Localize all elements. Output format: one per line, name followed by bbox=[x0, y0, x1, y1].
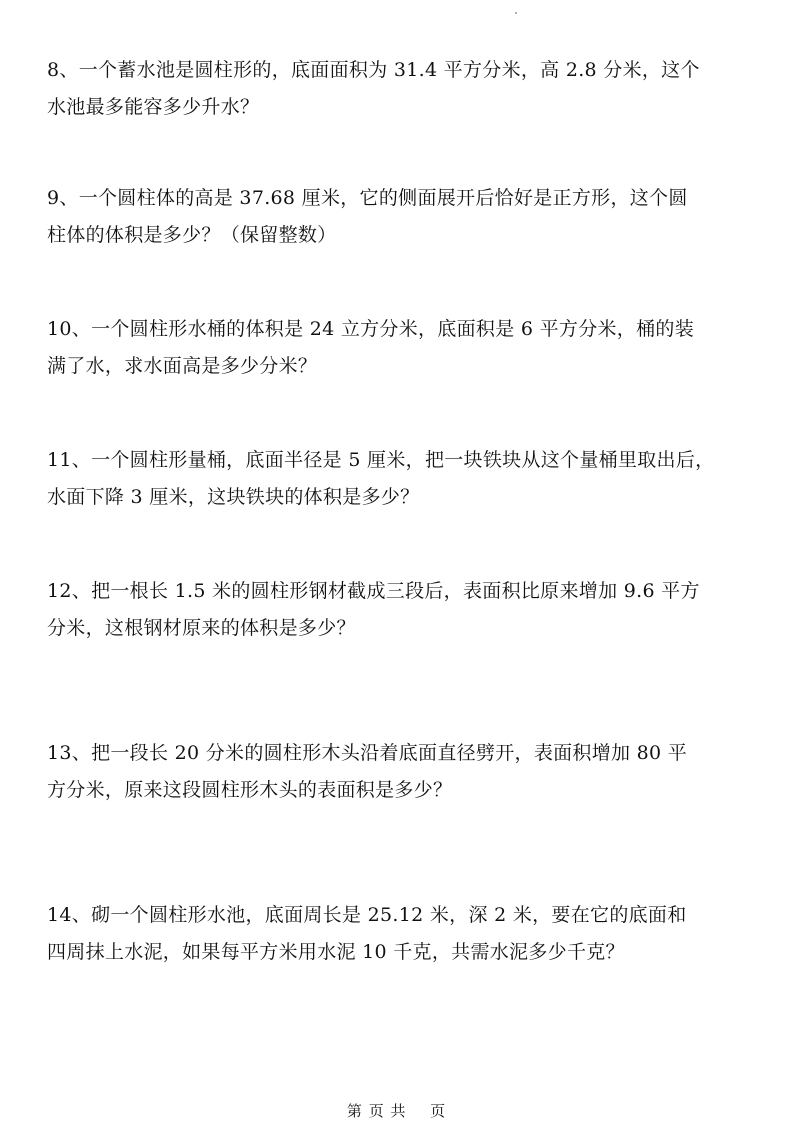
question-10 bbox=[47, 311, 752, 385]
question-14-line-1: 14、砌一个圆柱形水池，底面周长是 25.12 米，深 2 米，要在它的底面和 bbox=[47, 904, 687, 926]
page-footer bbox=[0, 1100, 793, 1121]
question-11-line-1: 11、一个圆柱形量桶，底面半径是 5 厘米，把一块铁块从这个量桶里取出后， bbox=[47, 449, 715, 471]
question-12-line-2: 分米，这根钢材原来的体积是多少？ bbox=[47, 617, 356, 639]
question-9 bbox=[47, 180, 752, 254]
question-8-line-1: 8、一个蓄水池是圆柱形的，底面面积为 31.4 平方分米，高 2.8 分米，这个 bbox=[47, 59, 700, 81]
footer-ye-1: 页 bbox=[368, 1102, 385, 1120]
footer-ye-2: 页 bbox=[430, 1102, 447, 1120]
question-8-line-2: 水池最多能容多少升水？ bbox=[47, 96, 260, 118]
question-13-line-1: 13、把一段长 20 分米的圆柱形木头沿着底面直径劈开，表面积增加 80 平 bbox=[47, 742, 688, 764]
footer-di: 第 bbox=[346, 1102, 363, 1120]
question-11 bbox=[47, 442, 752, 516]
question-10-line-2: 满了水，求水面高是多少分米？ bbox=[47, 355, 318, 377]
footer-gong: 共 bbox=[390, 1102, 407, 1120]
question-8 bbox=[47, 52, 752, 126]
question-10-line-1: 10、一个圆柱形水桶的体积是 24 立方分米，底面积是 6 平方分米，桶的装 bbox=[47, 318, 695, 340]
question-11-line-2: 水面下降 3 厘米，这块铁块的体积是多少？ bbox=[47, 486, 420, 508]
question-12 bbox=[47, 573, 752, 647]
question-14-line-2: 四周抹上水泥，如果每平方米用水泥 10 千克，共需水泥多少千克？ bbox=[47, 941, 625, 963]
question-13-line-2: 方分米，原来这段圆柱形木头的表面积是多少？ bbox=[47, 779, 453, 801]
question-12-line-1: 12、把一根长 1.5 米的圆柱形钢材截成三段后，表面积比原来增加 9.6 平方 bbox=[47, 580, 700, 602]
question-13 bbox=[47, 735, 752, 809]
scan-dot bbox=[515, 12, 517, 14]
question-9-line-2: 柱体的体积是多少？（保留整数） bbox=[47, 224, 337, 246]
question-9-line-1: 9、一个圆柱体的高是 37.68 厘米，它的侧面展开后恰好是正方形，这个圆 bbox=[47, 187, 688, 209]
question-14 bbox=[47, 897, 752, 971]
